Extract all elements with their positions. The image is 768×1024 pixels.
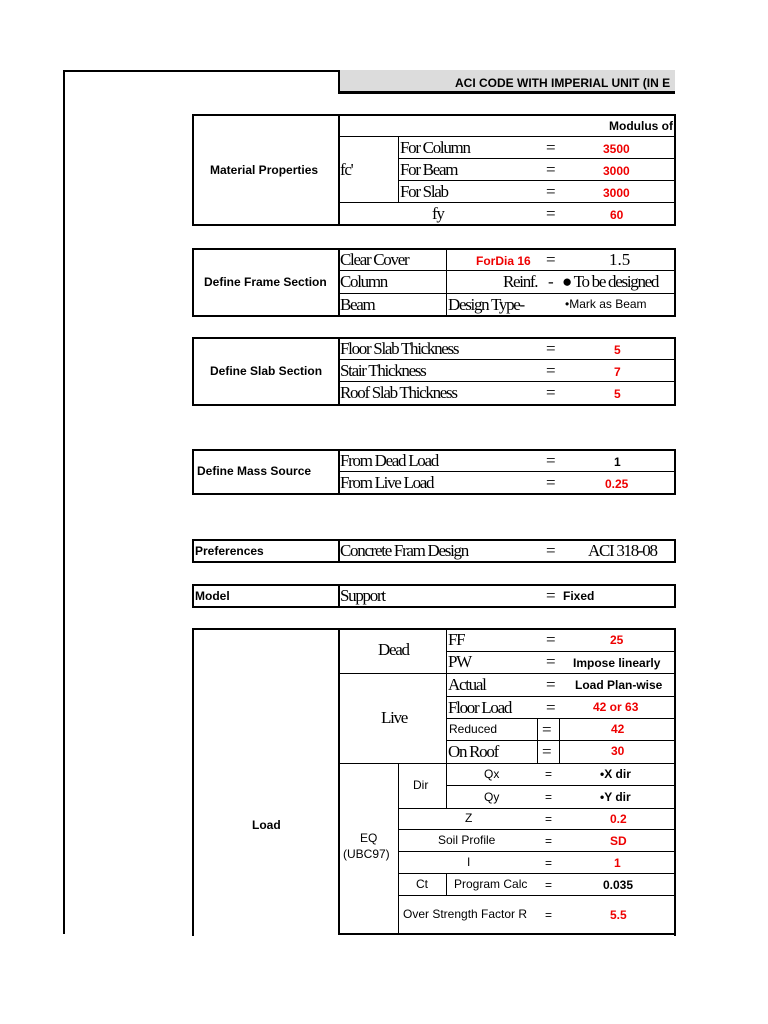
equals-sign: =: [546, 698, 556, 717]
equals-sign: =: [546, 138, 556, 157]
mark-as-beam-value: •Mark as Beam: [565, 297, 647, 311]
load-label: Load: [252, 818, 281, 832]
qy-value: •Y dir: [600, 790, 631, 804]
eq-sub-label: (UBC97): [343, 847, 390, 861]
equals-sign: =: [546, 361, 556, 380]
qy-label: Qy: [484, 790, 500, 804]
on-roof-label: On Roof: [448, 742, 498, 761]
material-row-value: 3500: [603, 142, 630, 156]
equals-sign: =: [542, 742, 552, 761]
fordia-label: ForDia 16: [476, 254, 531, 268]
slab-row-name: Stair Thickness: [340, 361, 426, 380]
design-type-label: Design Type-: [448, 295, 524, 314]
equals-sign: =: [546, 250, 556, 269]
z-label: Z: [465, 811, 473, 825]
equals-sign: =: [546, 652, 556, 671]
program-calc-label: Program Calc: [454, 877, 528, 891]
live-label: Live: [381, 708, 407, 727]
cover-value: 1.5: [609, 250, 631, 269]
ct-label: Ct: [416, 877, 428, 891]
equals-sign: =: [546, 160, 556, 179]
preferences-name: Concrete Fram Design: [340, 541, 468, 560]
fc-label: fc': [340, 160, 353, 179]
equals-sign: =: [546, 473, 556, 492]
clear-cover-label: Clear Cover: [340, 250, 409, 269]
page-title: ACI CODE WITH IMPERIAL UNIT (IN E: [455, 76, 671, 90]
soil-value: SD: [610, 834, 627, 848]
dir-label: Dir: [413, 778, 429, 792]
column-label: Column: [340, 272, 387, 291]
mass-row-value: 0.25: [605, 477, 629, 491]
equals-sign: =: [542, 720, 552, 739]
z-value: 0.2: [610, 812, 627, 826]
preferences-label: Preferences: [195, 544, 264, 558]
fy-label: fy: [432, 204, 444, 223]
equals-sign: =: [545, 767, 553, 781]
qx-value: •X dir: [600, 767, 631, 781]
model-label: Model: [195, 589, 230, 603]
slab-row-value: 7: [614, 365, 621, 379]
material-row-value: 3000: [603, 164, 630, 178]
equals-sign: =: [545, 834, 553, 848]
eq-label: EQ: [360, 831, 378, 845]
floor-load-value: 42 or 63: [593, 700, 639, 714]
mass-row-name: From Dead Load: [340, 451, 438, 470]
model-value: Fixed: [563, 589, 595, 603]
equals-sign: =: [546, 339, 556, 358]
model-section: [192, 584, 676, 608]
slab-row-value: 5: [614, 343, 621, 357]
equals-sign: =: [545, 812, 553, 826]
equals-sign: =: [545, 856, 553, 870]
mass-row-name: From Live Load: [340, 473, 434, 492]
i-value: 1: [614, 856, 621, 870]
slab-row-name: Roof Slab Thickness: [340, 383, 457, 402]
material-properties-label: Material Properties: [210, 163, 319, 177]
actual-label: Actual: [448, 675, 486, 694]
equals-sign: =: [546, 586, 556, 605]
actual-value: Load Plan-wise: [575, 678, 663, 692]
beam-label: Beam: [340, 295, 375, 314]
ct-value: 0.035: [603, 878, 634, 892]
on-roof-value: 30: [611, 744, 625, 758]
equals-sign: =: [546, 383, 556, 402]
equals-sign: =: [546, 182, 556, 201]
i-label: I: [467, 855, 471, 869]
osf-value: 5.5: [610, 908, 627, 922]
modulus-header: Modulus of: [609, 119, 673, 133]
equals-sign: =: [545, 790, 553, 804]
reinf-label: Reinf.: [503, 272, 538, 291]
equals-sign: =: [546, 451, 556, 470]
mass-row-value: 1: [614, 455, 621, 469]
equals-sign: =: [545, 908, 553, 922]
equals-sign: =: [546, 675, 556, 694]
pw-label: PW: [448, 652, 471, 671]
osf-label: Over Strength Factor R: [403, 907, 528, 921]
model-name: Support: [340, 586, 385, 605]
slab-row-value: 5: [614, 387, 621, 401]
slab-section-label: Define Slab Section: [210, 364, 323, 378]
dead-label: Dead: [378, 640, 409, 659]
dash: -: [548, 272, 554, 291]
equals-sign: =: [546, 541, 556, 560]
frame-section-label: Define Frame Section: [204, 275, 327, 289]
soil-label: Soil Profile: [438, 833, 496, 847]
material-row-value: 3000: [603, 186, 630, 200]
material-row-name: For Slab: [400, 182, 448, 201]
equals-sign: =: [545, 878, 553, 892]
page-left-border: [63, 70, 65, 934]
fy-value: 60: [610, 208, 624, 222]
floor-load-label: Floor Load: [448, 698, 512, 717]
equals-sign: =: [546, 204, 556, 223]
material-row-name: For Beam: [400, 160, 458, 179]
to-be-designed-value: ● To be designed: [562, 272, 659, 291]
material-row-name: For Column: [400, 138, 470, 157]
qx-label: Qx: [484, 767, 500, 781]
equals-sign: =: [546, 630, 556, 649]
reduced-value: 42: [611, 722, 625, 736]
slab-row-name: Floor Slab Thickness: [340, 339, 459, 358]
reduced-label: Reduced: [449, 722, 498, 736]
ff-label: FF: [448, 630, 465, 649]
ff-value: 25: [610, 633, 624, 647]
mass-source-label: Define Mass Source: [197, 464, 312, 478]
pw-value: Impose linearly: [573, 656, 661, 670]
preferences-value: ACI 318-08: [588, 541, 657, 560]
